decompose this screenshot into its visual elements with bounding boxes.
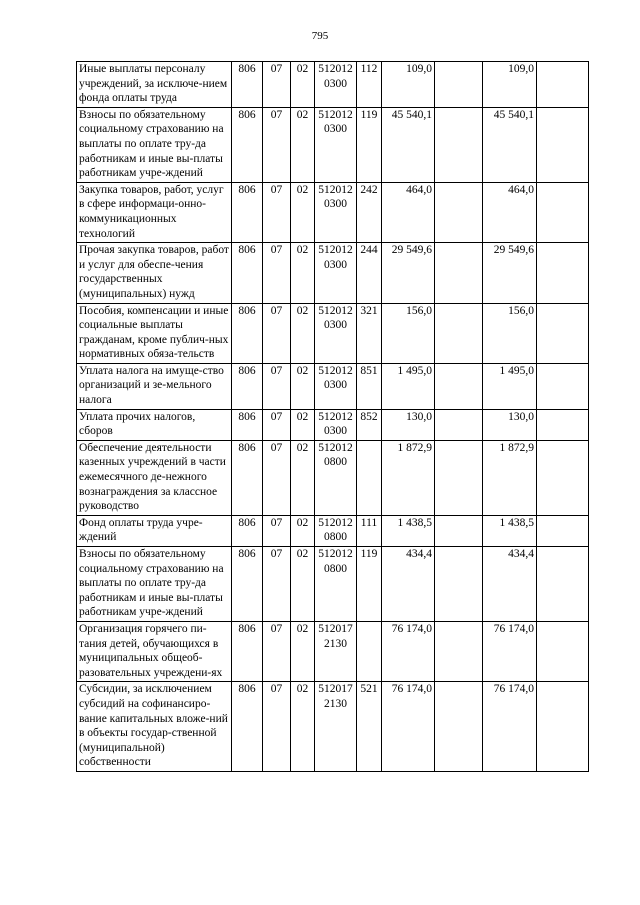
empty-cell: [435, 182, 483, 242]
subsection-code: 02: [291, 515, 315, 546]
target-article-code: 512012 0800: [315, 440, 357, 515]
table-row: [77, 621, 589, 681]
empty-cell: [435, 515, 483, 546]
amount-total: 130,0: [483, 409, 537, 440]
amount: 109,0: [382, 62, 435, 108]
amount-total: 109,0: [483, 62, 537, 108]
budget-item-name: Закупка товаров, работ, услуг в сфере информаци-онно-коммуникационных технологий: [77, 182, 232, 242]
section-code: 07: [263, 182, 291, 242]
expense-kind-code: 321: [357, 303, 382, 363]
expense-kind-code: 119: [357, 107, 382, 182]
empty-cell: [537, 515, 589, 546]
budget-item-name: Взносы по обязательному социальному страхованию на выплаты по оплате тру-да работникам и иные вы-платы работникам учре-ждений: [77, 547, 232, 622]
ministry-code: 806: [232, 62, 263, 108]
subsection-code: 02: [291, 62, 315, 108]
amount: 29 549,6: [382, 243, 435, 303]
ministry-code: 806: [232, 182, 263, 242]
target-article-code: 512012 0800: [315, 515, 357, 546]
budget-item-name: Субсидии, за исключением субсидий на софинансиро-вание капитальных вложе-ний в объекты государ-ственной (муниципальной) собственности: [77, 682, 232, 772]
empty-cell: [435, 621, 483, 681]
target-article-code: 512012 0300: [315, 303, 357, 363]
budget-item-name: Уплата прочих налогов, сборов: [77, 409, 232, 440]
empty-cell: [435, 243, 483, 303]
empty-cell: [537, 682, 589, 772]
target-article-code: 512012 0300: [315, 363, 357, 409]
budget-item-name: Иные выплаты персоналу учреждений, за исключе-нием фонда оплаты труда: [77, 62, 232, 108]
subsection-code: 02: [291, 182, 315, 242]
section-code: 07: [263, 409, 291, 440]
table-row: [77, 363, 589, 409]
page-number: 795: [311, 30, 329, 42]
amount: 76 174,0: [382, 682, 435, 772]
section-code: 07: [263, 621, 291, 681]
target-article-code: 512012 0300: [315, 107, 357, 182]
amount-total: 464,0: [483, 182, 537, 242]
empty-cell: [435, 107, 483, 182]
table-row: [77, 107, 589, 182]
table-row: [77, 182, 589, 242]
expense-kind-code: 244: [357, 243, 382, 303]
empty-cell: [537, 621, 589, 681]
amount-total: 76 174,0: [483, 621, 537, 681]
table-row: [77, 515, 589, 546]
amount: 45 540,1: [382, 107, 435, 182]
table-body: [77, 62, 589, 772]
ministry-code: 806: [232, 409, 263, 440]
amount: 1 495,0: [382, 363, 435, 409]
table-row: [77, 62, 589, 108]
table-row: [77, 682, 589, 772]
amount-total: 1 438,5: [483, 515, 537, 546]
amount: 156,0: [382, 303, 435, 363]
amount: 434,4: [382, 547, 435, 622]
empty-cell: [537, 547, 589, 622]
subsection-code: 02: [291, 363, 315, 409]
empty-cell: [537, 62, 589, 108]
empty-cell: [537, 440, 589, 515]
section-code: 07: [263, 515, 291, 546]
budget-table: [76, 61, 589, 772]
section-code: 07: [263, 682, 291, 772]
ministry-code: 806: [232, 440, 263, 515]
amount-total: 1 872,9: [483, 440, 537, 515]
empty-cell: [537, 409, 589, 440]
amount-total: 76 174,0: [483, 682, 537, 772]
target-article-code: 512012 0300: [315, 62, 357, 108]
ministry-code: 806: [232, 243, 263, 303]
table-row: [77, 440, 589, 515]
subsection-code: 02: [291, 107, 315, 182]
expense-kind-code: [357, 440, 382, 515]
expense-kind-code: 119: [357, 547, 382, 622]
section-code: 07: [263, 440, 291, 515]
subsection-code: 02: [291, 621, 315, 681]
empty-cell: [537, 303, 589, 363]
expense-kind-code: 851: [357, 363, 382, 409]
target-article-code: 512017 2130: [315, 682, 357, 772]
target-article-code: 512012 0300: [315, 409, 357, 440]
empty-cell: [435, 682, 483, 772]
budget-item-name: Уплата налога на имуще-ство организаций и зе-мельного налога: [77, 363, 232, 409]
amount: 130,0: [382, 409, 435, 440]
budget-item-name: Фонд оплаты труда учре-ждений: [77, 515, 232, 546]
amount-total: 156,0: [483, 303, 537, 363]
empty-cell: [435, 303, 483, 363]
budget-item-name: Организация горячего пи-тания детей, обучающихся в муниципальных общеоб-разовательных учреждени-ях: [77, 621, 232, 681]
subsection-code: 02: [291, 409, 315, 440]
subsection-code: 02: [291, 682, 315, 772]
table-row: [77, 409, 589, 440]
table-row: [77, 243, 589, 303]
expense-kind-code: 111: [357, 515, 382, 546]
amount-total: 45 540,1: [483, 107, 537, 182]
amount: 1 872,9: [382, 440, 435, 515]
empty-cell: [435, 363, 483, 409]
section-code: 07: [263, 303, 291, 363]
expense-kind-code: 242: [357, 182, 382, 242]
amount: 76 174,0: [382, 621, 435, 681]
amount-total: 434,4: [483, 547, 537, 622]
target-article-code: 512017 2130: [315, 621, 357, 681]
amount-total: 29 549,6: [483, 243, 537, 303]
ministry-code: 806: [232, 303, 263, 363]
empty-cell: [537, 182, 589, 242]
empty-cell: [435, 409, 483, 440]
table-row: [77, 303, 589, 363]
expense-kind-code: 521: [357, 682, 382, 772]
table-row: [77, 547, 589, 622]
ministry-code: 806: [232, 547, 263, 622]
section-code: 07: [263, 62, 291, 108]
target-article-code: 512012 0300: [315, 182, 357, 242]
target-article-code: 512012 0800: [315, 547, 357, 622]
subsection-code: 02: [291, 547, 315, 622]
ministry-code: 806: [232, 682, 263, 772]
empty-cell: [435, 440, 483, 515]
amount-total: 1 495,0: [483, 363, 537, 409]
budget-item-name: Взносы по обязательному социальному страхованию на выплаты по оплате тру-да работникам и иные вы-платы работникам учре-ждений: [77, 107, 232, 182]
subsection-code: 02: [291, 243, 315, 303]
budget-item-name: Пособия, компенсации и иные социальные выплаты гражданам, кроме публич-ных нормативных обяза-тельств: [77, 303, 232, 363]
ministry-code: 806: [232, 363, 263, 409]
budget-item-name: Обеспечение деятельности казенных учреждений в части ежемесячного де-нежного вознаграждения за классное руководство: [77, 440, 232, 515]
ministry-code: 806: [232, 515, 263, 546]
empty-cell: [537, 243, 589, 303]
empty-cell: [537, 107, 589, 182]
expense-kind-code: 112: [357, 62, 382, 108]
section-code: 07: [263, 243, 291, 303]
budget-item-name: Прочая закупка товаров, работ и услуг для обеспе-чения государственных (муниципальных) нужд: [77, 243, 232, 303]
section-code: 07: [263, 547, 291, 622]
expense-kind-code: [357, 621, 382, 681]
subsection-code: 02: [291, 440, 315, 515]
section-code: 07: [263, 363, 291, 409]
ministry-code: 806: [232, 107, 263, 182]
subsection-code: 02: [291, 303, 315, 363]
expense-kind-code: 852: [357, 409, 382, 440]
empty-cell: [435, 547, 483, 622]
section-code: 07: [263, 107, 291, 182]
amount: 464,0: [382, 182, 435, 242]
amount: 1 438,5: [382, 515, 435, 546]
ministry-code: 806: [232, 621, 263, 681]
empty-cell: [537, 363, 589, 409]
target-article-code: 512012 0300: [315, 243, 357, 303]
empty-cell: [435, 62, 483, 108]
